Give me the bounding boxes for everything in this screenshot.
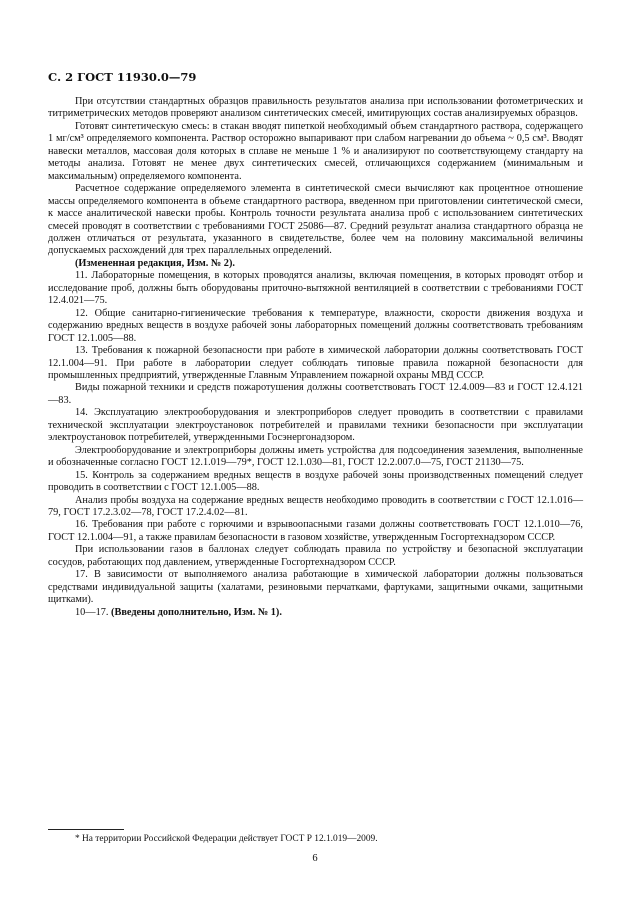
paragraph: Электрооборудование и электроприборы должны иметь устройства для подсоединения заземления, выполненные и обозначенные согласно ГОСТ 12.1.019—79*, ГОСТ 12.1.030—81, ГОСТ 12.2.007.0—75, ГОСТ 21130—75. [48,444,583,469]
paragraph: 16. Требования при работе с горючими и взрывоопасными газами должны соответствовать ГОСТ 12.1.010—76, ГОСТ 12.1.004—91, а также правилам безопасности в газовом хозяйстве, утвержденным Госгортехнадзором СССР. [48,519,583,543]
page-number: 6 [312,853,318,864]
amendment-line-prefix: 10—17. [75,606,112,618]
paragraph: Анализ пробы воздуха на содержание вредных веществ необходимо проводить в соответствии с ГОСТ 12.1.016—79, ГОСТ 17.2.3.02—78, ГОСТ 17.2.4.02—81. [48,494,583,518]
page-header: С. 2 ГОСТ 11930.0—79 [48,70,197,84]
footnote-divider [48,829,124,830]
paragraph: Готовят синтетическую смесь: в стакан вводят пипеткой необходимый объем стандартного раствора, содержащего 1 мг/см³ определяемого компонента. Раствор осторожно выпаривают при слабом нагревании до объема ~ 0,5 см³. Вводят навески металлов, массовая доля которых в сплаве не меньше 1 % и анализируют по соответствующему стандарту на методы анализа. Готовят не менее двух синтетических смесей, отличающихся содержанием (минимальным и максимальным) определяемого компонента. [48,120,583,182]
paragraph: Расчетное содержание определяемого элемента в синтетической смеси вычисляют как процентное отношение массы определяемого компонента в объеме стандартного раствора, введенном при приготовлении синтетической смеси, к массе аналитической навески пробы. Контроль точности результата анализа проб с использованием синтетических смесей проводят в соответствии с требованиями ГОСТ 25086—87. Средний результат анализа стандартного образца не должен отличаться от результата, указанного в свидетельстве, более чем на половину максимальной величины допускаемых расхождений для трех параллельных определений. [48,183,583,257]
paragraph: При использовании газов в баллонах следует соблюдать правила по устройству и безопасной эксплуатации сосудов, работающих под давлением, утвержденные Госгортехнадзором СССР. [48,544,583,568]
paragraph: При отсутствии стандартных образцов правильность результатов анализа при использовании фотометрических и титриметрических методов проверяют анализом синтетических смесей, имитирующих состав анализируемых образцов. [48,96,583,120]
body-text [48,96,583,619]
paragraph: 15. Контроль за содержанием вредных веществ в воздухе рабочей зоны производственных помещений следует проводить в соответствии с ГОСТ 12.1.005—88. [48,469,583,494]
amendment-line-note: (Введены дополнительно, Изм. № 1). [111,606,282,618]
paragraph: 13. Требования к пожарной безопасности при работе в химической лаборатории должны соответствовать ГОСТ 12.1.004—91. При работе в лаборатории следует соблюдать типовые правила пожарной безопасности для промышленных предприятий, утвержденные Главным Управлением пожарной охраны МВД СССР. [48,345,583,381]
amendment-note: (Измененная редакция, Изм. № 2). [75,257,235,269]
paragraph: Виды пожарной техники и средств пожаротушения должны соответствовать ГОСТ 12.4.009—83 и ГОСТ 12.4.121—83. [48,382,583,406]
paragraph: 12. Общие санитарно-гигиенические требования к температуре, влажности, скорости движения воздуха и содержанию вредных веществ в воздухе рабочей зоны лабораторных помещений должны соответствовать требованиям ГОСТ 12.1.005—88. [48,307,583,344]
paragraph: 11. Лабораторные помещения, в которых проводятся анализы, включая помещения, в которых проводят отбор и исследование проб, должны быть оборудованы приточно-вытяжной вентиляцией в соответствии с требованиями ГОСТ 12.4.021—75. [48,270,583,307]
amendment-line [48,607,583,619]
footnote: * На территории Российской Федерации действует ГОСТ Р 12.1.019—2009. [75,834,378,844]
paragraph: 17. В зависимости от выполняемого анализа работающие в химической лаборатории должны пользоваться средствами индивидуальной защиты (халатами, резиновыми перчатками, фартуками, защитными очками, защитными щитками). [48,569,583,606]
paragraph: 14. Эксплуатацию электрооборудования и электроприборов следует проводить в соответствии с правилами технической эксплуатации электроустановок потребителей и правилами техники безопасности при эксплуатации электроустановок потребителей, утвержденными Госэнергонадзором. [48,407,583,444]
